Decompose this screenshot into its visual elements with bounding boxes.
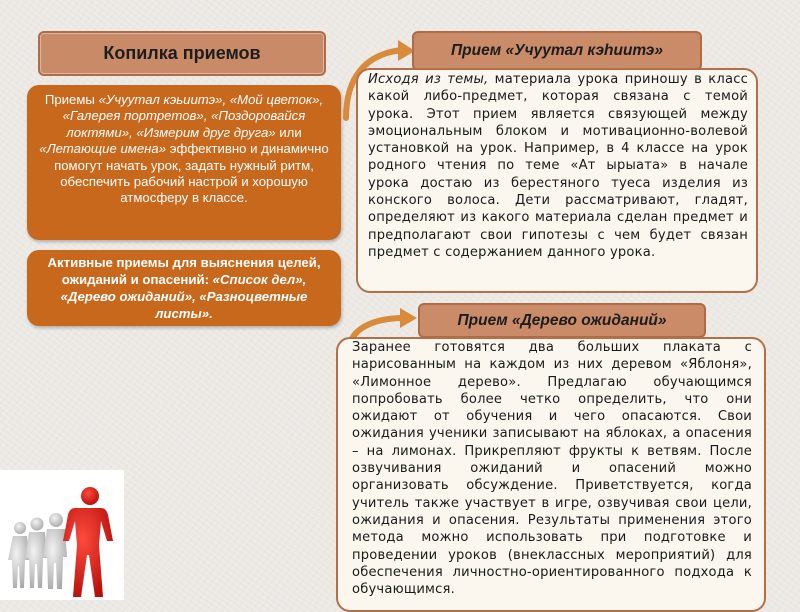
technique-heading-gift (412, 31, 702, 71)
technique-heading-tree (418, 303, 706, 338)
technique-description-tree (336, 337, 766, 612)
technique-description-gift (356, 68, 758, 293)
gift-desc-text: материала урока приношу в класс какой либо-предмет, которая связана с темой урока. Этот прием является связующей между эмоциональным блоком и мотивационно-волевой установкой на урок. Например, в 4 классе на урок родного чтения по теме «Ат ырыата» в начале урока достаю из берестяного туеса изделия из конского волоса. Дети рассматривают, гладят, определяют из какого материала сделан предмет и предполагают свои гипотезы с чем будет связан предмет с содержанием данного урока. (368, 72, 749, 260)
techniques-intro-box (27, 85, 341, 240)
technique-heading-gift-text: Прием «Учуутал кэһиитэ» (451, 42, 663, 59)
intro-technique-name-flying: «Летающие имена» (39, 141, 167, 157)
intro-text-post: эффективно и динамично помогут начать урок, задать нужный ритм, обеспечить рабочий настрой и хорошую атмосферу в классе. (54, 141, 329, 206)
gift-desc-italic-lead: Исходя из темы, (368, 72, 489, 87)
active-techniques-text: Активные приемы для выяснения целей, ожиданий и опасений: (47, 255, 321, 287)
section-title (38, 31, 326, 76)
tree-desc-text: Заранее готовятся два больших плаката с нарисованным на каждом из них деревом «Яблоня», «Лимонное дерево». Предлагаю обучающимся попробовать более четко определить, что они ожидают от обучения и чего опасаются. Свои ожидания ученики записывают на яблоках, а опасения – на лимонах. Прикрепляют фрукты к ветвям. После озвучивания ожиданий и опасений можно организовать обсуждение. Приветствуется, когда учитель также участвует в игре, озвучивая свои цели, ожидания и опасения. Результаты применения этого метода можно использовать при подготовке и проведении уроков (внеклассных мероприятий) для обеспечения личностно-ориентированного подхода к обучающимся. (352, 340, 752, 598)
technique-heading-tree-text: Прием «Дерево ожиданий» (457, 311, 667, 329)
active-techniques-box (27, 250, 341, 326)
intro-text-pre: Приемы (44, 92, 99, 107)
section-title-text: Копилка приемов (103, 43, 261, 63)
intro-text-mid: или (275, 124, 302, 140)
active-techniques-names: «Список дел», «Дерево ожиданий», «Разноцветные листы». (60, 272, 308, 321)
intro-technique-names: «Учуутал кэьиитэ», «Мой цветок», «Галерея портретов», «Поздоровайся локтями», «Измерим друг друга» (62, 92, 324, 140)
people-figures-icon (0, 470, 124, 600)
